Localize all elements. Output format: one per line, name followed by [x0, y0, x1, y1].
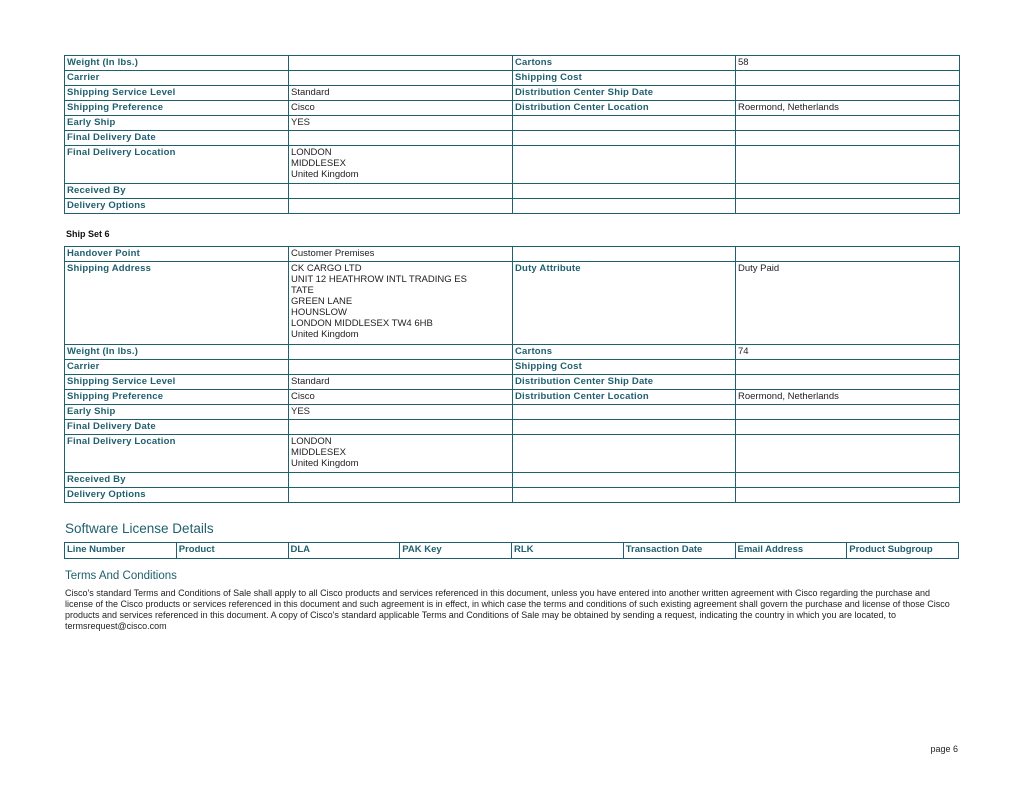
cartons-value: 58 — [736, 56, 960, 71]
shipset6-details-table — [64, 246, 960, 503]
handover-point-label: Handover Point — [65, 247, 289, 262]
early-ship-value: YES — [289, 116, 513, 131]
final-delivery-date-value — [289, 131, 513, 146]
duty-attribute-label: Duty Attribute — [513, 262, 736, 345]
table-row — [65, 131, 960, 146]
table-row — [65, 345, 960, 360]
weight-value — [289, 56, 513, 71]
header-dla: DLA — [288, 543, 400, 559]
weight-label: Weight (In lbs.) — [65, 56, 289, 71]
empty-cell — [736, 146, 960, 184]
empty-cell — [513, 473, 736, 488]
empty-cell — [736, 488, 960, 503]
dc-ship-date-label: Distribution Center Ship Date — [513, 375, 736, 390]
shipping-address-value: CK CARGO LTD UNIT 12 HEATHROW INTL TRADING ES TATE GREEN LANE HOUNSLOW LONDON MIDDLESEX TW4 6HB United Kingdom — [289, 262, 513, 345]
shipping-cost-label: Shipping Cost — [513, 71, 736, 86]
header-email-address: Email Address — [735, 543, 847, 559]
shipping-cost-value — [736, 71, 960, 86]
dc-ship-date-value — [736, 86, 960, 101]
final-delivery-date-label: Final Delivery Date — [65, 131, 289, 146]
table-row — [65, 488, 960, 503]
shipping-preference-label: Shipping Preference — [65, 101, 289, 116]
dc-location-label: Distribution Center Location — [513, 390, 736, 405]
received-by-value — [289, 184, 513, 199]
table-row — [65, 435, 960, 473]
empty-cell — [736, 435, 960, 473]
empty-cell — [513, 116, 736, 131]
table-row — [65, 420, 960, 435]
table-row — [65, 86, 960, 101]
dc-ship-date-label: Distribution Center Ship Date — [513, 86, 736, 101]
software-license-table — [64, 542, 959, 559]
carrier-value — [289, 71, 513, 86]
empty-cell — [736, 420, 960, 435]
header-transaction-date: Transaction Date — [623, 543, 735, 559]
carrier-value — [289, 360, 513, 375]
empty-cell — [736, 184, 960, 199]
dc-location-value: Roermond, Netherlands — [736, 101, 960, 116]
software-license-title: Software License Details — [65, 521, 214, 536]
service-level-value: Standard — [289, 375, 513, 390]
cartons-label: Cartons — [513, 56, 736, 71]
carrier-label: Carrier — [65, 71, 289, 86]
delivery-options-label: Delivery Options — [65, 199, 289, 214]
table-header-row — [65, 543, 959, 559]
received-by-label: Received By — [65, 184, 289, 199]
header-product: Product — [176, 543, 288, 559]
final-delivery-location-label: Final Delivery Location — [65, 146, 289, 184]
dc-location-value: Roermond, Netherlands — [736, 390, 960, 405]
dc-ship-date-value — [736, 375, 960, 390]
cartons-value: 74 — [736, 345, 960, 360]
table-row — [65, 56, 960, 71]
received-by-value — [289, 473, 513, 488]
header-rlk: RLK — [512, 543, 624, 559]
final-delivery-date-label: Final Delivery Date — [65, 420, 289, 435]
shipping-preference-value: Cisco — [289, 390, 513, 405]
shipping-preference-value: Cisco — [289, 101, 513, 116]
final-delivery-location-label: Final Delivery Location — [65, 435, 289, 473]
empty-cell — [736, 473, 960, 488]
final-delivery-date-value — [289, 420, 513, 435]
empty-cell — [513, 420, 736, 435]
empty-cell — [513, 247, 736, 262]
early-ship-label: Early Ship — [65, 405, 289, 420]
handover-point-value: Customer Premises — [289, 247, 513, 262]
carrier-label: Carrier — [65, 360, 289, 375]
shipset5-rows — [65, 56, 960, 214]
shipset5-details-table — [64, 55, 960, 214]
empty-cell — [513, 184, 736, 199]
table-row — [65, 262, 960, 345]
table-row — [65, 375, 960, 390]
table-row — [65, 184, 960, 199]
delivery-options-value — [289, 199, 513, 214]
page-number: page 6 — [930, 744, 958, 754]
delivery-options-value — [289, 488, 513, 503]
service-level-label: Shipping Service Level — [65, 86, 289, 101]
table-row — [65, 360, 960, 375]
shipset6-caption: Ship Set 6 — [66, 229, 110, 239]
empty-cell — [736, 247, 960, 262]
terms-body: Cisco's standard Terms and Conditions of Sale shall apply to all Cisco products and services referenced in this document, unless you have entered into another written agreement with Cisco regarding the purchase and license of the Cisco products or services referenced in this document and such agreement is in effect, in which case the terms and conditions of such existing agreement shall govern the purchase and license of those Cisco products and services referenced in this document. A copy of Cisco's standard applicable Terms and Conditions of Sale may be obtained by sending a request, indicating the country in which you are located, to termsrequest@cisco.com — [65, 588, 950, 631]
empty-cell — [513, 435, 736, 473]
shipping-cost-label: Shipping Cost — [513, 360, 736, 375]
table-row — [65, 199, 960, 214]
shipping-cost-value — [736, 360, 960, 375]
empty-cell — [513, 199, 736, 214]
table-row — [65, 473, 960, 488]
empty-cell — [513, 146, 736, 184]
final-delivery-location-value: LONDON MIDDLESEX United Kingdom — [289, 146, 513, 184]
empty-cell — [513, 488, 736, 503]
terms-title: Terms And Conditions — [65, 570, 177, 582]
empty-cell — [736, 199, 960, 214]
early-ship-value: YES — [289, 405, 513, 420]
table-row — [65, 405, 960, 420]
empty-cell — [736, 405, 960, 420]
header-pak-key: PAK Key — [400, 543, 512, 559]
cartons-label: Cartons — [513, 345, 736, 360]
table-row — [65, 101, 960, 116]
table-row — [65, 247, 960, 262]
empty-cell — [736, 116, 960, 131]
weight-value — [289, 345, 513, 360]
delivery-options-label: Delivery Options — [65, 488, 289, 503]
early-ship-label: Early Ship — [65, 116, 289, 131]
weight-label: Weight (In lbs.) — [65, 345, 289, 360]
shipping-preference-label: Shipping Preference — [65, 390, 289, 405]
shipping-address-label: Shipping Address — [65, 262, 289, 345]
table-row — [65, 116, 960, 131]
service-level-label: Shipping Service Level — [65, 375, 289, 390]
duty-attribute-value: Duty Paid — [736, 262, 960, 345]
table-row — [65, 146, 960, 184]
dc-location-label: Distribution Center Location — [513, 101, 736, 116]
received-by-label: Received By — [65, 473, 289, 488]
header-line-number: Line Number — [65, 543, 177, 559]
empty-cell — [513, 131, 736, 146]
empty-cell — [513, 405, 736, 420]
service-level-value: Standard — [289, 86, 513, 101]
shipset6-rows — [65, 247, 960, 503]
empty-cell — [736, 131, 960, 146]
header-product-subgroup: Product Subgroup — [847, 543, 959, 559]
table-row — [65, 390, 960, 405]
final-delivery-location-value: LONDON MIDDLESEX United Kingdom — [289, 435, 513, 473]
table-row — [65, 71, 960, 86]
